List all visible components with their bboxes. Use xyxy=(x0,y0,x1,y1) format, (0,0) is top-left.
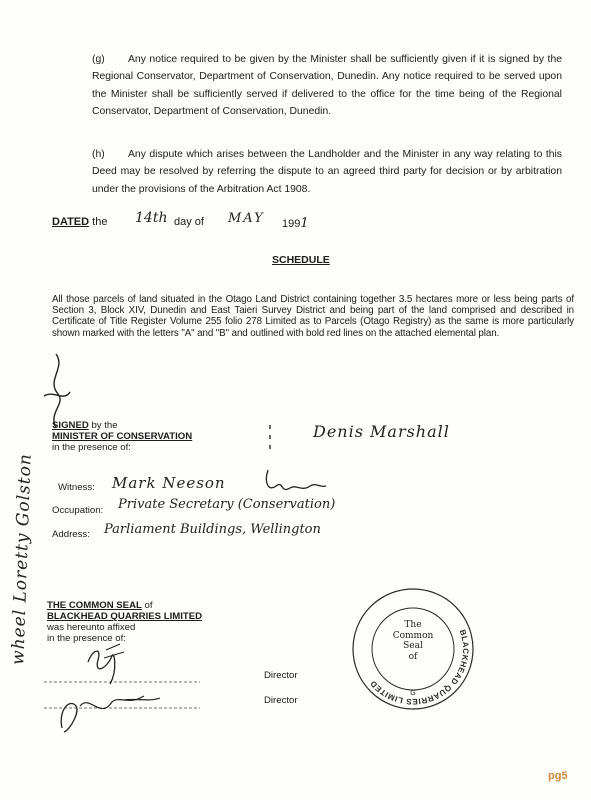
seal-ring-text: BLACKHEAD QUARRIES LIMITED xyxy=(368,628,471,707)
minister-label: MINISTER OF CONSERVATION xyxy=(52,431,193,442)
clause-g xyxy=(92,51,562,121)
dated-year-printed: 199 xyxy=(282,218,301,230)
company-presence-label: in the presence of: xyxy=(47,633,126,644)
clause-g-label: (g) xyxy=(92,54,105,65)
clause-g-text: Any notice required to be given by the Minister shall be sufficiently given if it is signed by the Regional Conservator, Department of Conservation, Dunedin. Any notice required to be served upon the Minister shall be sufficiently served if delivered to the office for the time being of the Regional Conservator, Department of Conservation, Dunedin. xyxy=(92,54,562,118)
schedule-text: All those parcels of land situated in the Otago Land District containing together 3.5 hectares more or less being parts of Section 3, Block XIV, Dunedin and East Taieri Survey District and being part of the land comprised and described in Certificate of Title Register Volume 255 folio 278 Limited as to Parcels (Otago Registry) as the same is more particularly shown marked with the letters "A" and "B" and outlined with bold red lines on the attached elemental plan. xyxy=(52,294,574,339)
schedule-heading: SCHEDULE xyxy=(272,254,330,266)
director-2-label: Director xyxy=(264,695,298,706)
witness-label: Witness: xyxy=(58,482,95,493)
clause-h-text: Any dispute which arises between the Landholder and the Minister in any way relating to this Deed may be resolved by referring the dispute to an agreed third party for decision or by arbitration under the provisions of the Arbitration Act 1908. xyxy=(92,149,562,195)
company-block xyxy=(47,600,202,644)
director-1-label: Director xyxy=(264,670,298,681)
common-seal xyxy=(350,586,476,712)
seal-line-4: of xyxy=(408,651,418,662)
dated-month-handwritten: MAY xyxy=(228,211,265,226)
clause-h xyxy=(92,146,562,198)
seal-bottom: G xyxy=(410,690,416,697)
address-value: Parliament Buildings, Wellington xyxy=(104,522,321,537)
minister-presence-label: in the presence of: xyxy=(52,442,131,453)
minister-signature: Denis Marshall xyxy=(313,422,450,441)
seal-line-2: Common xyxy=(392,630,434,641)
dated-day-handwritten: 14th xyxy=(135,210,168,226)
occupation-value: Private Secretary (Conservation) xyxy=(118,497,336,512)
margin-note: wheel Loretty Golston xyxy=(8,452,36,666)
clause-h-label: (h) xyxy=(92,149,105,160)
dash-guide-lines xyxy=(52,421,352,461)
dated-year xyxy=(282,216,309,231)
seal-center xyxy=(350,620,476,662)
company-name: BLACKHEAD QUARRIES LIMITED xyxy=(47,611,203,622)
seal-line-3: Seal xyxy=(403,641,423,651)
seal-line-1: The xyxy=(404,620,422,630)
dated-line xyxy=(52,216,107,228)
page-label: pg5 xyxy=(548,770,568,782)
dated-the: the xyxy=(92,216,108,228)
address-label: Address: xyxy=(52,529,90,540)
by-the-label: by the xyxy=(91,420,118,431)
witness-signature-scribble xyxy=(262,466,332,496)
common-seal-of: of xyxy=(144,600,153,611)
occupation-label: Occupation: xyxy=(52,505,104,516)
dated-label: DATED xyxy=(52,216,90,228)
margin-initials xyxy=(36,350,76,440)
dated-year-handwritten: 1 xyxy=(300,216,309,231)
common-seal-label: THE COMMON SEAL xyxy=(47,600,142,611)
affixed-label: was hereunto affixed xyxy=(47,622,136,633)
signed-label: SIGNED xyxy=(52,420,89,431)
dated-day-of: day of xyxy=(174,216,204,228)
witness-value: Mark Neeson xyxy=(112,474,226,492)
director-signatures xyxy=(40,640,220,740)
